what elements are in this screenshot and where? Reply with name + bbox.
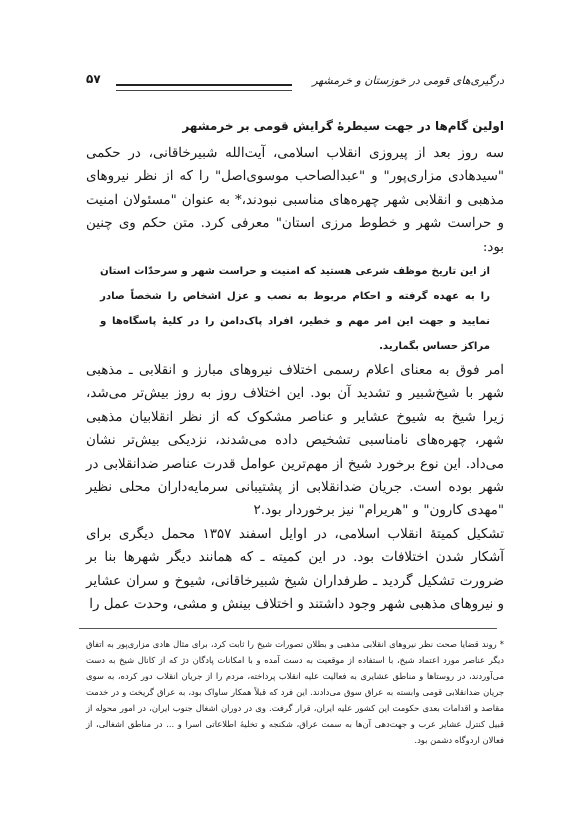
paragraph-2: امر فوق به معنای اعلام رسمی اختلاف نیروهای مبارز و انقلابی ـ مذهبی شهر با شیخ‌شبیر و تشدید آن بود. این اختلاف روز به روز بیش‌تر می‌شد، زیرا شیخ به شیوخ عشایر و عناصر مشکوک که از نظر انقلابیان مذهبی شهر، چهره‌های نامناسبی تشخیص داده می‌شدند، نزدیکی بیش‌تر نشان می‌داد. این نوع برخورد شیخ از مهم‌ترین عوامل قدرت عناصر ضدانقلابی در شهر بوده است. جریان ضدانقلابی از پشتیبانی سرمایه‌داران محلی نظیر "مهدی کارون" و "هریرام" نیز برخوردار بود.۲: [86, 363, 504, 519]
main-text: [86, 114, 504, 617]
section-heading: اولین گام‌ها در جهت سیطرهٔ گرایش قومی بر خرمشهر: [182, 119, 504, 133]
page-number: ۵۷: [86, 72, 101, 86]
footnote-separator: [79, 628, 497, 629]
paragraph-1: سه روز بعد از پیروزی انقلاب اسلامی، آیت‌الله شبیرخاقانی، در حکمی "سیدهادی مزاری‌پور" و "عبدالصاحب موسوی‌اصل" را که از نظر نیروهای مذهبی و انقلابی شهر چهره‌های مناسبی نبودند،* به عنوان "مسئولان امنیت و حراست شهر و خطوط مرزی استان" معرفی کرد. متن حکم وی چنین بود:: [86, 146, 504, 255]
header-rule-thick: [116, 84, 292, 86]
running-title: درگیری‌های قومی در خوزستان و خرمشهر: [312, 74, 504, 87]
running-header: [86, 74, 504, 96]
header-rule-thin: [116, 90, 292, 91]
decree-quote: از این تاریخ موظف شرعی هستید که امنیت و حراست شهر و سرحدّات استان را به عهده گرفته و احکام مربوط به نصب و عزل اشخاص را شخصاً صادر نمایید و جهت این امر مهم و خطیر، افراد پاک‌دامن را در کلیهٔ پاسگاه‌ها و مراکز حساس بگمارید.: [100, 266, 490, 353]
paragraph-3: تشکیل کمیتهٔ انقلاب اسلامی، در اوایل اسفند ۱۳۵۷ محمل دیگری برای آشکار شدن اختلافات بود. در این کمیته ـ که همانند دیگر شهرها بنا بر ضرورت تشکیل گردید ـ طرفداران شیخ شبیرخاقانی، شیوخ و سران عشایر و نیروهای مذهبی شهر وجود داشتند و اختلاف بینش و مشی، وحدت عمل را: [86, 526, 504, 613]
footnote: * روند قضایا صحت نظر نیروهای انقلابی مذهبی و بطلان تصورات شیخ را ثابت کرد، برای مثال هادی مزاری‌پور به اتفاق دیگر عناصر مورد اعتماد شیخ، با استفاده از موقعیت به دست آمده و با امکانات پادگان دژ که از کانال شیخ به دست می‌آوردند، در روستاها و مناطق عشایری به فعالیت علیه انقلاب پرداخته، مردم را از جریان انقلاب دور کرده، به سوی جریان ضدانقلابی قومی وابسته به عراق سوق می‌دادند. این فرد که قبلاً همکار ساواک بود، به عراق گریخت و در خدمت مقاصد و اقدامات بعدی حکومت این کشور علیه ایران، قرار گرفت. وی در دوران اشغال جنوب ایران، در امور محوله از قبیل کنترل عشایر عرب و جهت‌دهی آن‌ها به سمت عراق، شکنجه و تخلیهٔ اطلاعاتی اسرا و ... در مناطق اشغالی، از فعالان اردوگاه دشمن بود.: [86, 639, 504, 745]
